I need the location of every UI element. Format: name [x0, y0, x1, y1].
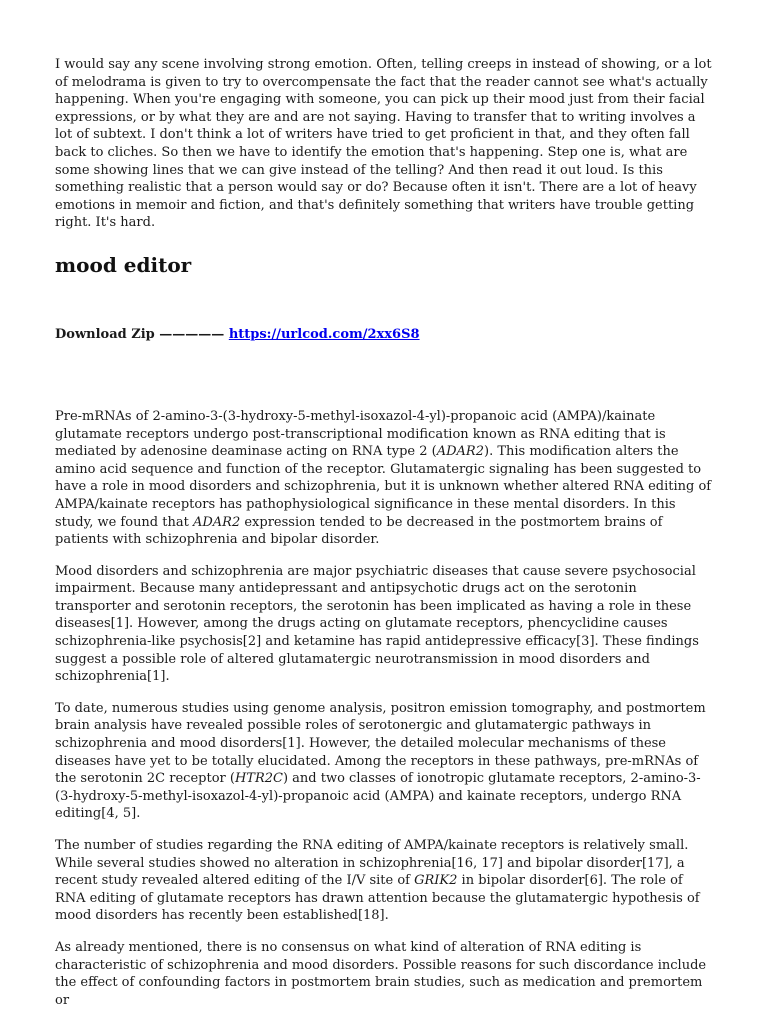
download-label: Download Zip —————	[55, 326, 229, 342]
body-paragraph: To date, numerous studies using genome analysis, positron emission tomography, and postmortem brain analysis have revealed possible roles of serotonergic and glutamatergic pathways in schizophrenia and mood disorders[1]. However, the detailed molecular mechanisms of these diseases have yet to be totally elucidated. Among the receptors in these pathways, pre-mRNAs of the serotonin 2C receptor (HTR2C) and two classes of ionotropic glutamate receptors, 2-amino-3-(3-hydroxy-5-methyl-isoxazol-4-yl)-propanoic acid (AMPA) and kainate receptors, undergo RNA editing[4, 5].	[55, 700, 706, 822]
download-link[interactable]: https://urlcod.com/2xx6S8	[228, 326, 420, 342]
page-title: mood editor	[55, 252, 192, 277]
intro-paragraph: I would say any scene involving strong emotion. Often, telling creeps in instead of showing, or a lot of melodrama is given to try to overcompensate the fact that the reader cannot see what's actually happening. When you're engaging with someone, you can pick up their mood just from their facial expressions, or by what they are and are not saying. Having to transfer that to writing involves a lot of subtext. I don't think a lot of writers have tried to get proficient in that, and they often fall back to cliches. So then we have to identify the emotion that's happening. Step one is, what are some showing lines that we can give instead of the telling? And then read it out loud. Is this something realistic that a person would say or do? Because often it isn't. There are a lot of heavy emotions in memoir and fiction, and that's definitely something that writers have trouble getting right. It's hard.	[55, 57, 712, 231]
body-paragraph: As already mentioned, there is no consensus on what kind of alteration of RNA editing is characteristic of schizophrenia and mood disorders. Possible reasons for such discordance include the effect of confounding factors in postmortem brain studies, such as medication and premortem or	[55, 939, 707, 1008]
article	[55, 56, 715, 1023]
article-body	[55, 408, 715, 1009]
body-paragraph: Mood disorders and schizophrenia are major psychiatric diseases that cause severe psychosocial impairment. Because many antidepressant and antipsychotic drugs act on the serotonin transporter and serotonin receptors, the serotonin has been implicated as having a role in these diseases[1]. However, among the drugs acting on glutamate receptors, phencyclidine causes schizophrenia-like psychosis[2] and ketamine has rapid antidepressive efficacy[3]. These findings suggest a possible role of altered glutamatergic neurotransmission in mood disorders and schizophrenia[1].	[55, 563, 699, 685]
body-paragraph: The number of studies regarding the RNA editing of AMPA/kainate receptors is relatively small. While several studies showed no alteration in schizophrenia[16, 17] and bipolar disorder[17], a recent study revealed altered editing of the I/V site of GRIK2 in bipolar disorder[6]. The role of RNA editing of glutamate receptors has drawn attention because the glutamatergic hypothesis of mood disorders has recently been established[18].	[55, 838, 700, 924]
download-line	[55, 326, 715, 343]
body-paragraph: Pre-mRNAs of 2-amino-3-(3-hydroxy-5-methyl-isoxazol-4-yl)-propanoic acid (AMPA)/kainate glutamate receptors undergo post-transcriptional modification known as RNA editing that is mediated by adenosine deaminase acting on RNA type 2 (ADAR2). This modification alters the amino acid sequence and function of the receptor. Glutamatergic signaling has been suggested to have a role in mood disorders and schizophrenia, but it is unknown whether altered RNA editing of AMPA/kainate receptors has pathophysiological significance in these mental disorders. In this study, we found that ADAR2 expression tended to be decreased in the postmortem brains of patients with schizophrenia and bipolar disorder.	[55, 408, 712, 548]
